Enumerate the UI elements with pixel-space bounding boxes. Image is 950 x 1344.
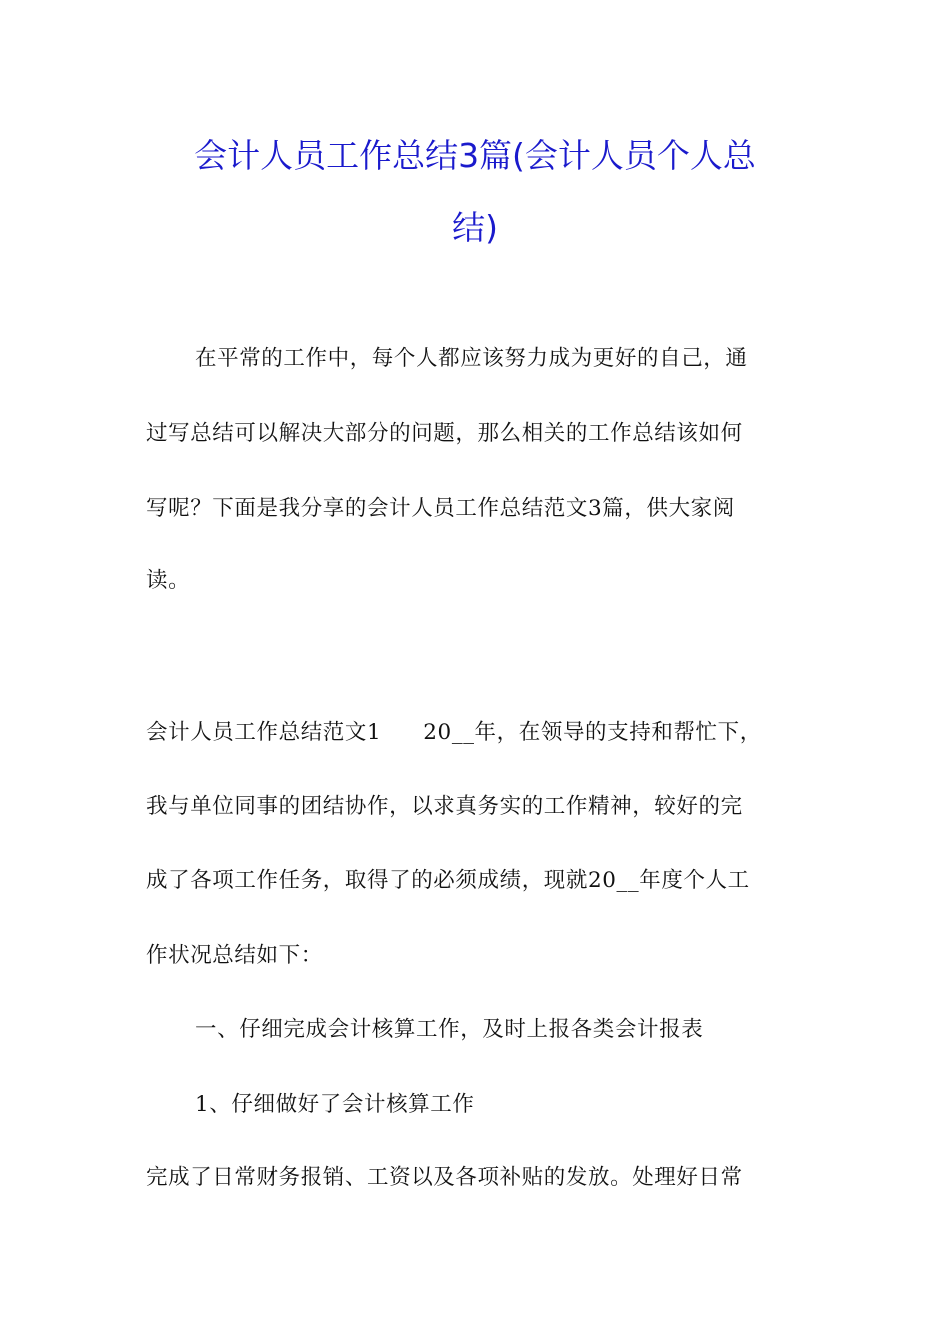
intro-paragraph-line-3: 写呢？下面是我分享的会计人员工作总结范文3篇，供大家阅 <box>146 496 735 521</box>
section-paragraph-line-3: 成了各项工作任务，取得了的必须成绩，现就20__年度个人工 <box>146 868 750 893</box>
section-first-line-text: 20__年，在领导的支持和帮忙下， <box>423 720 762 745</box>
item-heading: 1、仔细做好了会计核算工作 <box>195 1092 475 1117</box>
section-paragraph-line-4: 作状况总结如下： <box>146 943 323 968</box>
section-heading: 会计人员工作总结范文1 <box>146 720 382 745</box>
section-first-line <box>146 718 762 748</box>
intro-paragraph-line-2: 过写总结可以解决大部分的问题，那么相关的工作总结该如何 <box>146 421 743 446</box>
section-subheading: 一、仔细完成会计核算工作，及时上报各类会计报表 <box>195 1017 704 1042</box>
document-title-line-1: 会计人员工作总结3篇(会计人员个人总 <box>194 136 756 175</box>
intro-paragraph-line-4: 读。 <box>146 568 191 593</box>
document-title-line-2: 结) <box>452 208 498 247</box>
section-paragraph-line-2: 我与单位同事的团结协作，以求真务实的工作精神，较好的完 <box>146 794 743 819</box>
intro-paragraph-line-1: 在平常的工作中，每个人都应该努力成为更好的自己，通 <box>195 346 748 371</box>
body-line-last: 完成了日常财务报销、工资以及各项补贴的发放。处理好日常 <box>146 1165 743 1190</box>
